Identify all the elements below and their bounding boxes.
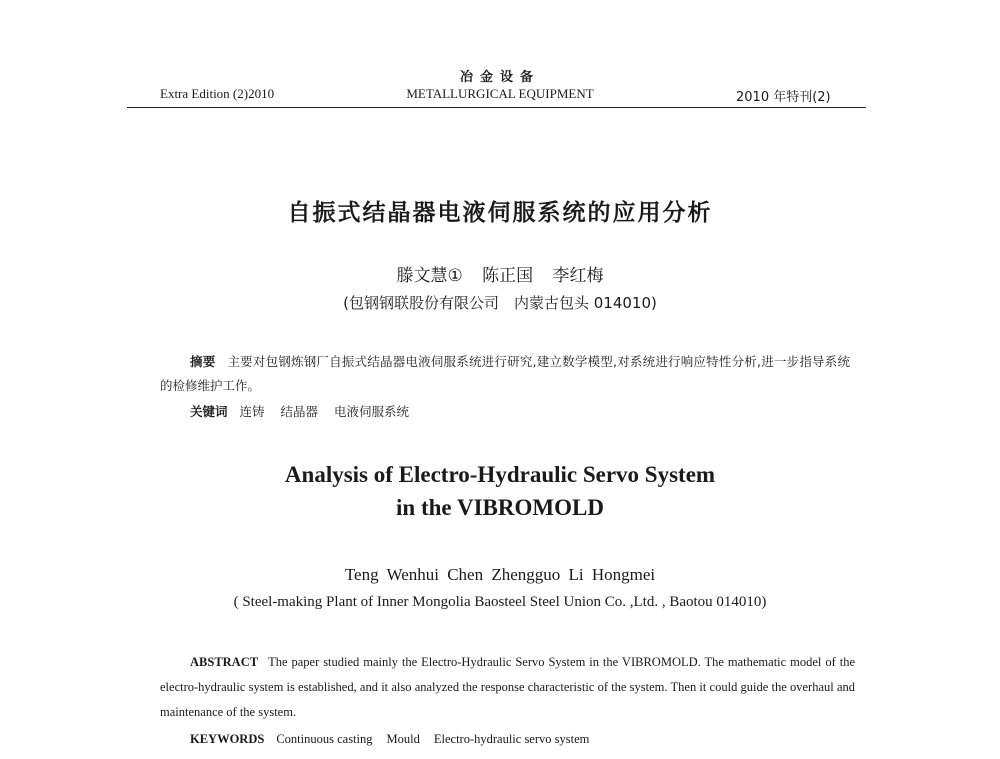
abstract-en xyxy=(160,650,855,725)
affiliation-cn: (包钢钢联股份有限公司 内蒙古包头 014010) xyxy=(343,294,657,312)
journal-name-cn: 冶金设备 xyxy=(459,70,540,85)
abstract-text-en: The paper studied mainly the Electro-Hydraulic Servo System in the VIBROMOLD. The mathematic model of the electro-hydraulic system is established, and it also analyzed the response characteristic of the system. Then it could guide the overhaul and maintenance of the system. xyxy=(160,655,855,719)
title-line-1: Analysis of Electro-Hydraulic Servo System xyxy=(284,462,716,487)
abstract-label-cn: 摘要 xyxy=(190,354,216,369)
keyword-en: Continuous casting xyxy=(276,732,373,746)
keyword-cn: 电液伺服系统 xyxy=(334,404,410,419)
keyword-en: Mould xyxy=(386,732,420,746)
keyword-cn: 连铸 xyxy=(239,404,265,419)
abstract-cn xyxy=(160,350,850,398)
affiliation-en: ( Steel-making Plant of Inner Mongolia Baosteel Steel Union Co. ,Ltd. , Baotou 014010) xyxy=(233,594,767,610)
journal-issue-right: 2010 年特刊(2) xyxy=(736,90,831,105)
keywords-en xyxy=(190,732,603,747)
paper-title-en xyxy=(0,458,1000,524)
header-rule xyxy=(127,107,866,108)
authors-en: Teng Wenhui Chen Zhengguo Li Hongmei xyxy=(344,565,656,584)
abstract-text-cn: 主要对包钢炼钢厂自振式结晶器电液伺服系统进行研究,建立数学模型,对系统进行响应特性分析,进一步指导系统的检修维护工作。 xyxy=(160,354,850,393)
abstract-label-en: ABSTRACT xyxy=(190,655,259,669)
journal-issue-left: Extra Edition (2)2010 xyxy=(160,86,275,101)
keyword-en: Electro-hydraulic servo system xyxy=(433,732,590,746)
keywords-cn xyxy=(190,402,425,420)
keywords-label-en: KEYWORDS xyxy=(190,732,265,746)
authors-cn: 滕文慧① 陈正国 李红梅 xyxy=(396,266,604,286)
journal-name-en: METALLURGICAL EQUIPMENT xyxy=(406,86,594,101)
title-line-2: in the VIBROMOLD xyxy=(396,495,604,520)
paper-title-cn: 自振式结晶器电液伺服系统的应用分析 xyxy=(287,200,713,226)
keyword-cn: 结晶器 xyxy=(280,404,319,419)
keywords-label-cn: 关键词 xyxy=(190,404,228,419)
